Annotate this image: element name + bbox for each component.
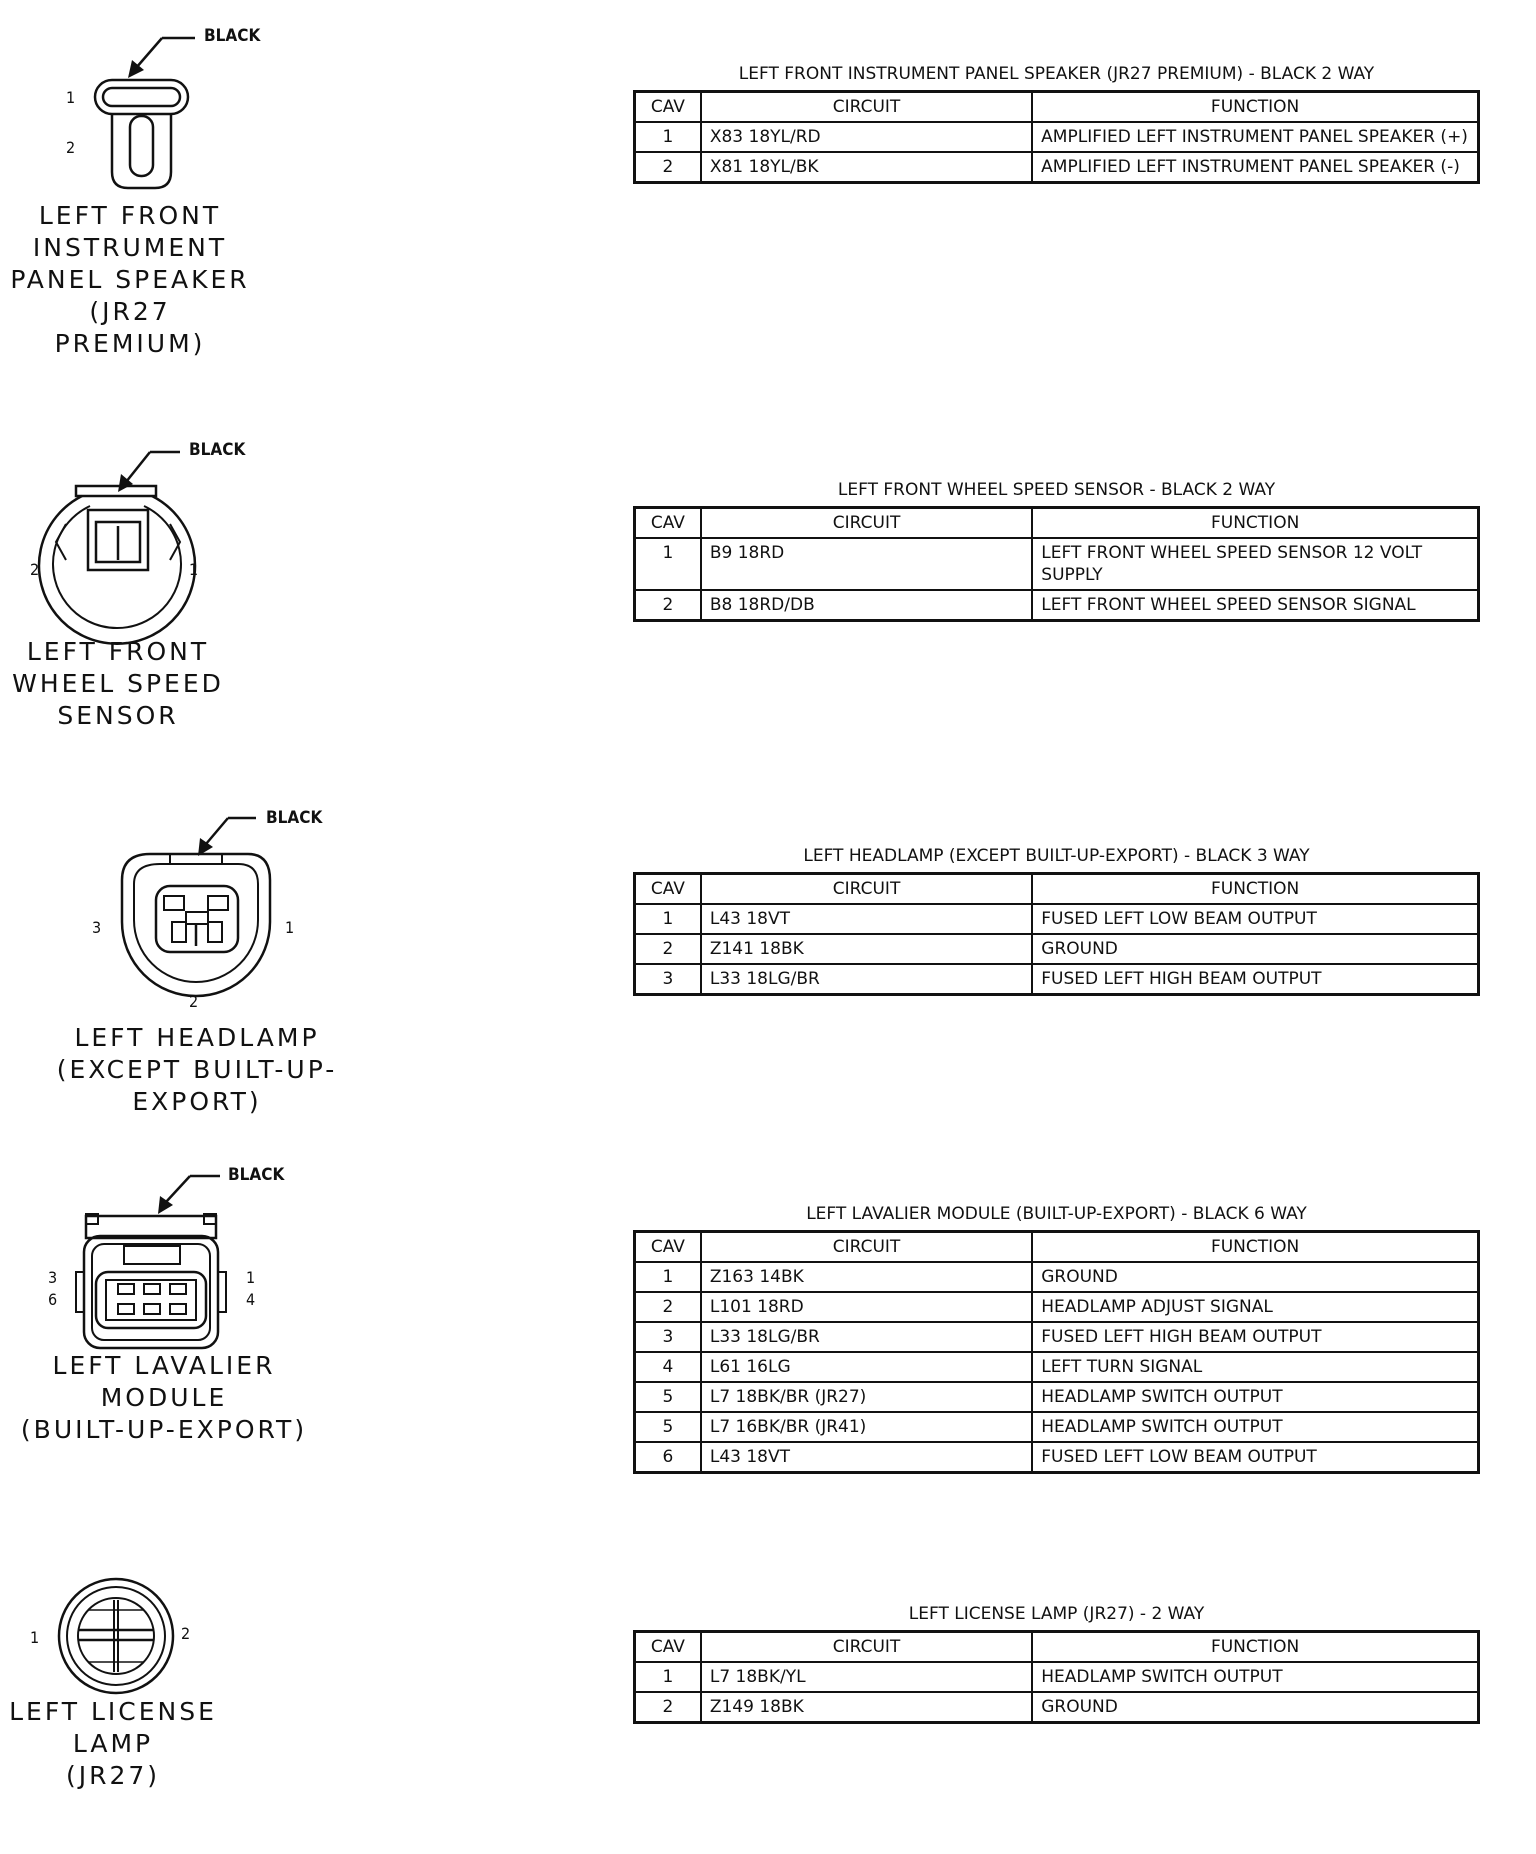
table-row — [635, 1442, 1479, 1473]
cell-circuit: L33 18LG/BR — [701, 1322, 1032, 1352]
cell-circuit: X81 18YL/BK — [701, 152, 1032, 183]
table-row — [635, 1382, 1479, 1412]
header-circuit: CIRCUIT — [701, 874, 1032, 905]
table-row — [635, 590, 1479, 621]
cell-cav: 2 — [635, 152, 701, 183]
cell-cav: 5 — [635, 1382, 701, 1412]
header-function: FUNCTION — [1032, 1232, 1478, 1263]
black-color-label: BLACK — [189, 440, 246, 460]
pin-label: 2 — [181, 1624, 191, 1643]
pinout-table — [633, 1630, 1480, 1724]
cell-cav: 2 — [635, 1292, 701, 1322]
table-row — [635, 122, 1479, 152]
table-title: LEFT LAVALIER MODULE (BUILT-UP-EXPORT) - BLACK 6 WAY — [806, 1204, 1307, 1224]
cell-cav: 1 — [635, 122, 701, 152]
table-row — [635, 1352, 1479, 1382]
pinout-table-block — [633, 480, 1480, 622]
cell-cav: 2 — [635, 1692, 701, 1723]
pinout-table — [633, 1230, 1480, 1474]
cell-function: FUSED LEFT HIGH BEAM OUTPUT — [1032, 1322, 1478, 1352]
cell-function: HEADLAMP SWITCH OUTPUT — [1032, 1382, 1478, 1412]
pin-label: 2 — [66, 138, 76, 157]
header-circuit: CIRCUIT — [701, 508, 1032, 539]
pin-label: 1 — [30, 1628, 40, 1647]
header-cav: CAV — [635, 1632, 701, 1663]
cell-circuit: B9 18RD — [701, 538, 1032, 590]
cell-function: AMPLIFIED LEFT INSTRUMENT PANEL SPEAKER (+) — [1032, 122, 1478, 152]
pin-label: 2 — [189, 992, 199, 1011]
cell-cav: 3 — [635, 1322, 701, 1352]
header-cav: CAV — [635, 874, 701, 905]
pin-label: 3 — [48, 1268, 58, 1287]
lavalier-connector-diagram — [0, 1160, 340, 1460]
cell-function: LEFT FRONT WHEEL SPEED SENSOR SIGNAL — [1032, 590, 1478, 621]
cell-function: GROUND — [1032, 934, 1478, 964]
cell-circuit: Z163 14BK — [701, 1262, 1032, 1292]
table-header-row — [635, 874, 1479, 905]
pin-label: 4 — [246, 1290, 256, 1309]
table-header-row — [635, 1632, 1479, 1663]
cell-circuit: L7 18BK/BR (JR27) — [701, 1382, 1032, 1412]
table-header-row — [635, 92, 1479, 123]
cell-circuit: L33 18LG/BR — [701, 964, 1032, 995]
cell-function: HEADLAMP SWITCH OUTPUT — [1032, 1412, 1478, 1442]
header-circuit: CIRCUIT — [701, 92, 1032, 123]
table-row — [635, 1662, 1479, 1692]
cell-circuit: Z141 18BK — [701, 934, 1032, 964]
pin-label: 1 — [189, 560, 199, 579]
table-title: LEFT FRONT WHEEL SPEED SENSOR - BLACK 2 WAY — [837, 480, 1276, 500]
header-circuit: CIRCUIT — [701, 1232, 1032, 1263]
pinout-table-block — [633, 1204, 1480, 1474]
table-row — [635, 934, 1479, 964]
cell-cav: 1 — [635, 1662, 701, 1692]
cell-circuit: Z149 18BK — [701, 1692, 1032, 1723]
header-cav: CAV — [635, 92, 701, 123]
cell-function: GROUND — [1032, 1262, 1478, 1292]
table-row — [635, 1692, 1479, 1723]
cell-circuit: L61 16LG — [701, 1352, 1032, 1382]
black-color-label: BLACK — [204, 26, 261, 46]
header-circuit: CIRCUIT — [701, 1632, 1032, 1663]
pin-label: 1 — [285, 918, 295, 937]
connector-name: LEFT LAVALIER MODULE (BUILT-UP-EXPORT) — [20, 1351, 308, 1444]
pin-label: 3 — [92, 918, 102, 937]
pinout-table-block — [633, 1604, 1480, 1724]
pin-label: 6 — [48, 1290, 58, 1309]
header-function: FUNCTION — [1032, 92, 1478, 123]
table-row — [635, 1292, 1479, 1322]
cell-cav: 2 — [635, 934, 701, 964]
cell-cav: 3 — [635, 964, 701, 995]
header-function: FUNCTION — [1032, 874, 1478, 905]
table-row — [635, 1322, 1479, 1352]
cell-circuit: X83 18YL/RD — [701, 122, 1032, 152]
cell-function: FUSED LEFT HIGH BEAM OUTPUT — [1032, 964, 1478, 995]
cell-cav: 1 — [635, 904, 701, 934]
pinout-table — [633, 872, 1480, 996]
pinout-table — [633, 506, 1480, 622]
cell-circuit: B8 18RD/DB — [701, 590, 1032, 621]
table-title: LEFT LICENSE LAMP (JR27) - 2 WAY — [908, 1604, 1205, 1624]
black-color-label: BLACK — [228, 1165, 285, 1185]
header-cav: CAV — [635, 1232, 701, 1263]
wheel-speed-connector-diagram — [0, 430, 320, 750]
cell-function: HEADLAMP SWITCH OUTPUT — [1032, 1662, 1478, 1692]
pin-label: 2 — [30, 560, 40, 579]
pin-label: 1 — [246, 1268, 256, 1287]
cell-function: FUSED LEFT LOW BEAM OUTPUT — [1032, 904, 1478, 934]
connector-name: LEFT FRONT WHEEL SPEED SENSOR — [12, 637, 224, 730]
cell-function: LEFT TURN SIGNAL — [1032, 1352, 1478, 1382]
table-title: LEFT HEADLAMP (EXCEPT BUILT-UP-EXPORT) - BLACK 3 WAY — [803, 846, 1310, 866]
cell-cav: 6 — [635, 1442, 701, 1473]
table-header-row — [635, 1232, 1479, 1263]
cell-function: GROUND — [1032, 1692, 1478, 1723]
connector-name: LEFT HEADLAMP (EXCEPT BUILT-UP-EXPORT) — [56, 1023, 338, 1116]
cell-cav: 4 — [635, 1352, 701, 1382]
header-cav: CAV — [635, 508, 701, 539]
cell-circuit: L7 18BK/YL — [701, 1662, 1032, 1692]
speaker-connector-diagram — [0, 0, 320, 380]
table-row — [635, 538, 1479, 590]
cell-cav: 5 — [635, 1412, 701, 1442]
cell-circuit: L43 18VT — [701, 904, 1032, 934]
cell-cav: 1 — [635, 538, 701, 590]
table-row — [635, 964, 1479, 995]
cell-cav: 2 — [635, 590, 701, 621]
black-color-label: BLACK — [266, 808, 323, 828]
table-row — [635, 904, 1479, 934]
cell-circuit: L7 16BK/BR (JR41) — [701, 1412, 1032, 1442]
cell-circuit: L43 18VT — [701, 1442, 1032, 1473]
table-title: LEFT FRONT INSTRUMENT PANEL SPEAKER (JR27 PREMIUM) - BLACK 2 WAY — [738, 64, 1375, 84]
table-row — [635, 152, 1479, 183]
cell-function: LEFT FRONT WHEEL SPEED SENSOR 12 VOLT SUPPLY — [1032, 538, 1478, 590]
pinout-table — [633, 90, 1480, 184]
cell-function: FUSED LEFT LOW BEAM OUTPUT — [1032, 1442, 1478, 1473]
connector-name: LEFT LICENSE LAMP (JR27) — [9, 1697, 217, 1790]
pinout-table-block — [633, 64, 1480, 184]
connector-name: LEFT FRONT INSTRUMENT PANEL SPEAKER (JR27 PREMIUM) — [10, 201, 250, 358]
cell-function: HEADLAMP ADJUST SIGNAL — [1032, 1292, 1478, 1322]
header-function: FUNCTION — [1032, 1632, 1478, 1663]
table-header-row — [635, 508, 1479, 539]
header-function: FUNCTION — [1032, 508, 1478, 539]
table-row — [635, 1262, 1479, 1292]
table-row — [635, 1412, 1479, 1442]
cell-cav: 1 — [635, 1262, 701, 1292]
pin-label: 1 — [66, 88, 76, 107]
cell-circuit: L101 18RD — [701, 1292, 1032, 1322]
pinout-table-block — [633, 846, 1480, 996]
headlamp-connector-diagram — [0, 800, 380, 1116]
license-lamp-connector-diagram — [0, 1560, 320, 1850]
cell-function: AMPLIFIED LEFT INSTRUMENT PANEL SPEAKER (-) — [1032, 152, 1478, 183]
